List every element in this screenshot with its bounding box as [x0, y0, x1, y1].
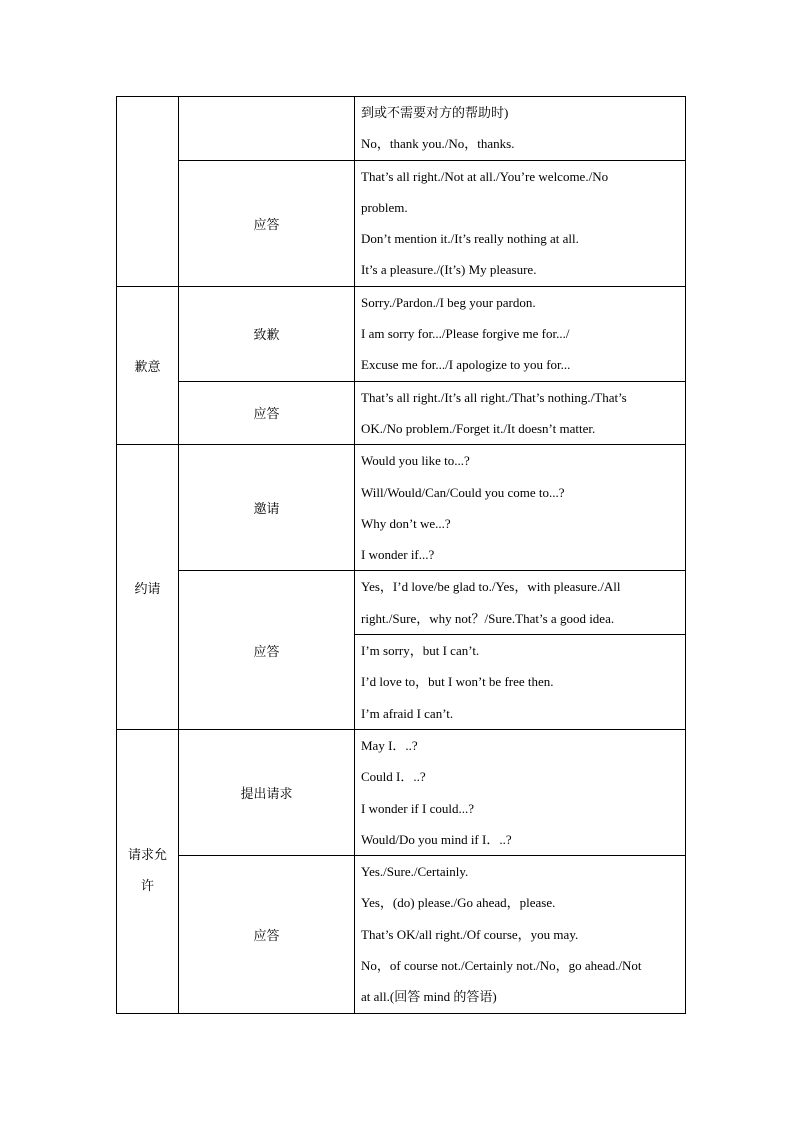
expression-line: That’s all right./Not at all./You’re welcome./No: [361, 168, 609, 184]
table-row: [117, 856, 686, 1013]
expression-line: I wonder if I could...?: [361, 800, 474, 816]
situation-cell: 邀请: [179, 445, 355, 571]
category-cell: 约请: [117, 445, 179, 730]
expression-cell: [355, 97, 686, 161]
situation-cell: 应答: [179, 160, 355, 286]
expression-line: Why don’t we...?: [361, 515, 451, 531]
expression-line: No，thank you./No，thanks.: [361, 136, 515, 152]
category-label-line1: 请求允: [127, 848, 167, 864]
expression-line: OK./No problem./Forget it./It doesn’t matter.: [361, 420, 596, 436]
expression-line: Yes，(do) please./Go ahead，please.: [361, 895, 556, 911]
expression-cell: [355, 381, 686, 445]
category-cell: [117, 97, 179, 287]
category-label: [125, 840, 171, 902]
expression-line: I wonder if...?: [361, 547, 435, 563]
expression-cell: [355, 856, 686, 1013]
expression-line: That’s all right./It’s all right./That’s nothing./That’s: [361, 389, 627, 405]
expression-cell: [355, 160, 686, 286]
expression-line: Yes，I’d love/be glad to./Yes，with pleasure./All: [361, 579, 621, 595]
expression-line: Don’t mention it./It’s really nothing at all.: [361, 231, 579, 247]
expression-line: I am sorry for.../Please forgive me for.../: [361, 326, 570, 342]
category-cell: [117, 729, 179, 1013]
expression-line: I’m sorry，but I can’t.: [361, 643, 480, 659]
expressions-table: [116, 96, 686, 1014]
expression-line: May I．..?: [361, 737, 418, 753]
table-row: [117, 445, 686, 571]
category-label-line2: 许: [140, 879, 154, 895]
expression-cell: [355, 286, 686, 381]
table-row: [117, 571, 686, 635]
table-row: [117, 286, 686, 381]
situation-cell: 应答: [179, 856, 355, 1013]
expression-line: That’s OK/all right./Of course，you may.: [361, 926, 579, 942]
table-row: [117, 97, 686, 161]
expression-line: 到或不需要对方的帮助时): [361, 105, 509, 120]
expression-line: Will/Would/Can/Could you come to...?: [361, 484, 565, 500]
situation-cell: 应答: [179, 571, 355, 729]
situation-cell: [179, 97, 355, 161]
situation-cell: 应答: [179, 381, 355, 445]
table-row: [117, 729, 686, 855]
expression-line: Sorry./Pardon./I beg your pardon.: [361, 294, 536, 310]
expression-line: Would/Do you mind if I．..?: [361, 831, 512, 847]
expression-line: Would you like to...?: [361, 453, 470, 469]
table-row: [117, 160, 686, 286]
expression-cell: [355, 445, 686, 571]
expression-cell: [355, 635, 686, 730]
expression-line: It’s a pleasure./(It’s) My pleasure.: [361, 262, 537, 278]
expression-line: No，of course not./Certainly not./No，go ahead./Not: [361, 958, 642, 974]
situation-cell: 提出请求: [179, 729, 355, 855]
expression-line: I’m afraid I can’t.: [361, 705, 454, 721]
expression-line: right./Sure，why not？/Sure.That’s a good idea.: [361, 610, 615, 626]
table-row: [117, 381, 686, 445]
expression-cell: [355, 571, 686, 635]
expression-line: problem.: [361, 199, 408, 215]
situation-cell: 致歉: [179, 286, 355, 381]
expression-line: at all.(回答 mind 的答语): [361, 989, 497, 1005]
expression-line: Yes./Sure./Certainly.: [361, 864, 469, 880]
expression-line: Could I．..?: [361, 769, 426, 785]
expression-cell: [355, 729, 686, 855]
expression-line: I’d love to，but I won’t be free then.: [361, 674, 554, 690]
expression-line: Excuse me for.../I apologize to you for...: [361, 357, 571, 373]
category-cell: 歉意: [117, 286, 179, 444]
